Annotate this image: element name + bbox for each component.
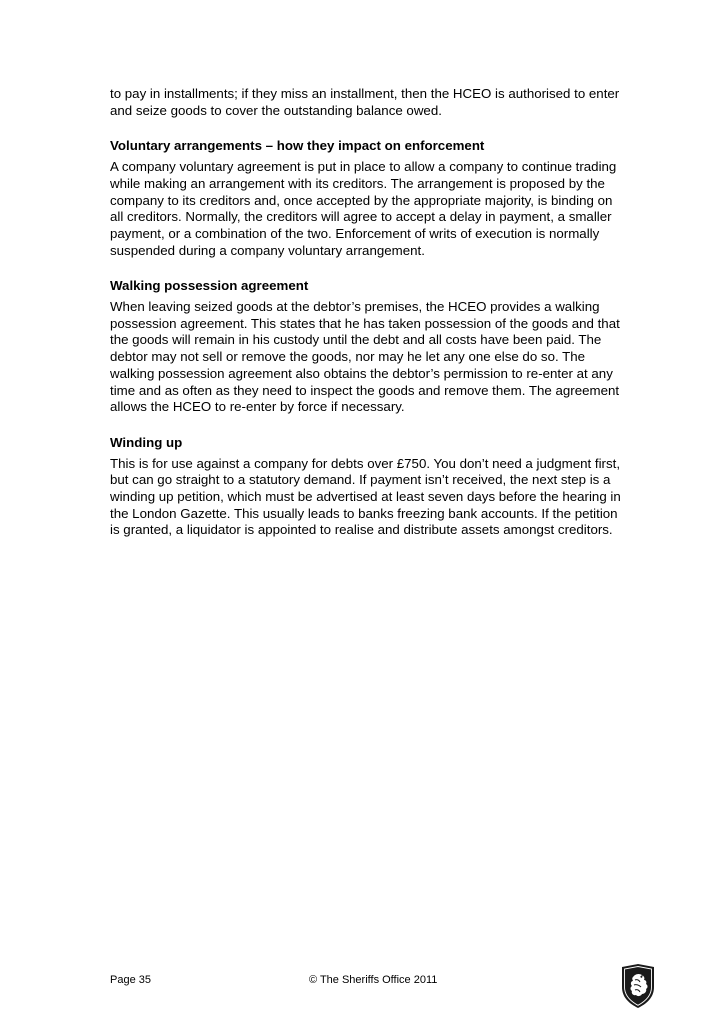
section-winding-up bbox=[110, 435, 624, 539]
section-body: This is for use against a company for debts over £750. You don’t need a judgment first, but can go straight to a statutory demand. If payment isn’t received, the next step is a winding up petition, which must be advertised at least seven days before the hearing in the London Gazette. This usually leads to banks freezing bank accounts. If the petition is granted, a liquidator is appointed to realise and distribute assets amongst creditors. bbox=[110, 455, 621, 538]
section-heading: Winding up bbox=[110, 434, 183, 450]
page-number: Page 35 bbox=[110, 974, 151, 986]
continuation-paragraph: to pay in installments; if they miss an installment, then the HCEO is authorised to enter and seize goods to cover the outstanding balance owed. bbox=[110, 86, 620, 118]
section-heading: Walking possession agreement bbox=[110, 278, 309, 294]
document-body bbox=[110, 86, 624, 558]
shield-crest-icon bbox=[620, 963, 656, 1009]
section-walking-possession bbox=[110, 278, 624, 416]
section-voluntary-arrangements bbox=[110, 138, 624, 259]
copyright-notice: © The Sheriffs Office 2011 bbox=[309, 974, 438, 986]
section-body: A company voluntary agreement is put in place to allow a company to continue trading while making an arrangement with its creditors. The arrangement is proposed by the company to its creditors and, once accepted by the appropriate majority, is binding on all creditors. Normally, the creditors will agree to accept a delay in payment, a smaller payment, or a combination of the two. Enforcement of writs of execution is normally suspended during a company voluntary arrangement. bbox=[110, 159, 617, 258]
section-heading: Voluntary arrangements – how they impact on enforcement bbox=[110, 138, 485, 154]
section-body: When leaving seized goods at the debtor’s premises, the HCEO provides a walking possession agreement. This states that he has taken possession of the goods and that the goods will remain in his custody until the debt and all costs have been paid. The debtor may not sell or remove the goods, nor may he let any one else do so. The walking possession agreement also obtains the debtor’s permission to re-enter at any time and as often as they need to inspect the goods and remove them. The agreement allows the HCEO to re-enter by force if necessary. bbox=[110, 299, 620, 415]
